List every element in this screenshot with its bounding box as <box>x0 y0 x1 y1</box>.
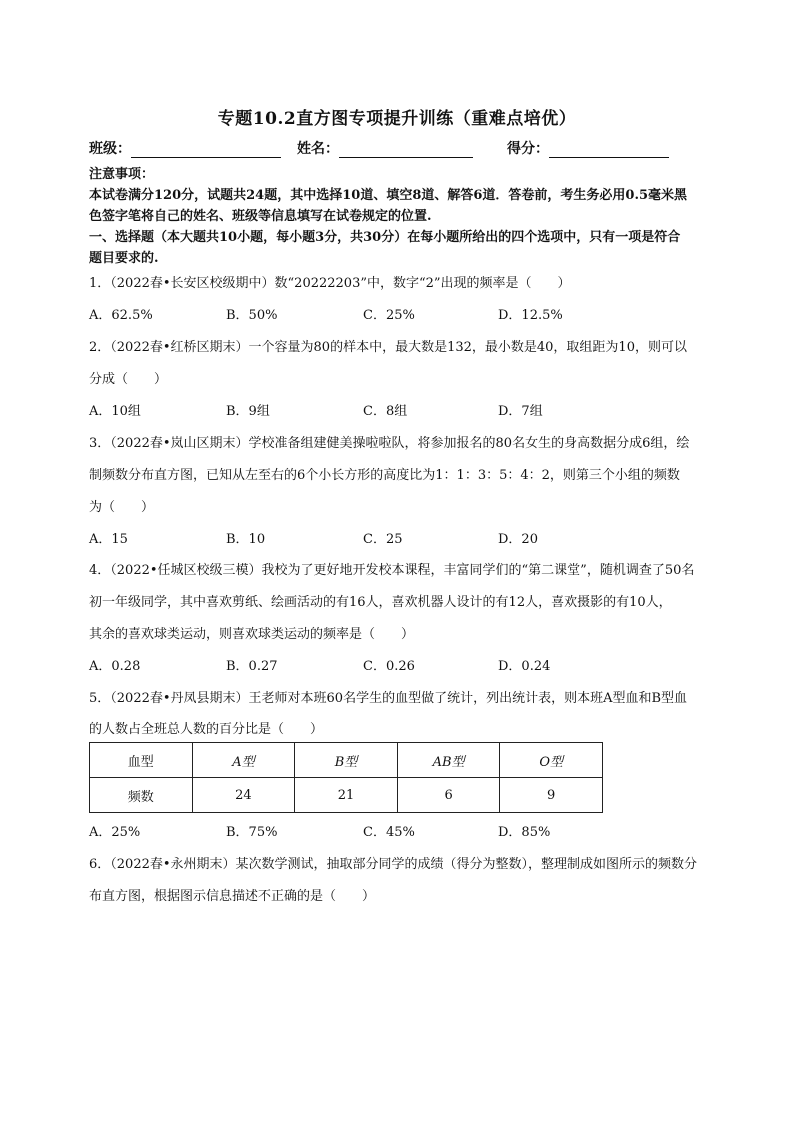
q4-option-c[interactable]: C．0.26 <box>363 659 415 674</box>
question-3-line-3: 为（ ） <box>89 500 155 515</box>
page-title: 专题10.2直方图专项提升训练（重难点培优） <box>217 109 577 129</box>
table-cell: 21 <box>295 778 398 813</box>
class-field[interactable] <box>89 138 281 158</box>
table-cell: 6 <box>397 778 500 813</box>
table-header-row <box>90 743 603 778</box>
q3-option-d[interactable]: D．20 <box>498 532 538 547</box>
q3-option-b[interactable]: B．10 <box>226 532 266 547</box>
notice-line-2: 色签字笔将自己的姓名、班级等信息填写在试卷规定的位置. <box>89 209 432 224</box>
q4-option-a[interactable]: A．0.28 <box>89 659 141 674</box>
question-2-line-1: 2．（2022春•红桥区期末）一个容量为80的样本中，最大数是132，最小数是40，取组距为10，则可以 <box>89 340 687 355</box>
q5-option-c[interactable]: C．45% <box>363 825 415 840</box>
question-5-line-1: 5．（2022春•丹凤县期末）王老师对本班60名学生的血型做了统计，列出统计表，则本班A型血和B型血 <box>89 691 688 706</box>
q3-option-a[interactable]: A．15 <box>89 532 128 547</box>
q2-option-c[interactable]: C．8组 <box>363 404 408 419</box>
q1-option-b[interactable]: B．50% <box>226 308 278 323</box>
table-cell: B型 <box>295 743 398 778</box>
q3-option-c[interactable]: C．25 <box>363 532 403 547</box>
q5-option-b[interactable]: B．75% <box>226 825 278 840</box>
q4-option-b[interactable]: B．0.27 <box>226 659 278 674</box>
question-3-line-1: 3．（2022春•岚山区期末）学校准备组建健美操啦啦队，将参加报名的80名女生的身高数据分成6组，绘 <box>89 436 690 451</box>
notice-line-1: 本试卷满分120分，试题共24题，其中选择10道、填空8道、解答6道．答卷前，考生务必用0.5毫米黑 <box>89 188 688 203</box>
question-1-line-1: 1．（2022春•长安区校级期中）数“20222203”中，数字“2”出现的频率是（ ） <box>89 276 571 291</box>
class-blank[interactable] <box>131 142 281 158</box>
question-6-line-1: 6．（2022春•永州期末）某次数学测试，抽取部分同学的成绩（得分为整数），整理制成如图所示的频数分 <box>89 857 698 872</box>
question-6-line-2: 布直方图，根据图示信息描述不正确的是（ ） <box>89 889 376 904</box>
score-label: 得分： <box>507 141 549 157</box>
question-4-line-2: 初一年级同学，其中喜欢剪纸、绘画活动的有16人，喜欢机器人设计的有12人，喜欢摄影的有10人， <box>89 595 672 610</box>
student-info-row <box>89 138 729 160</box>
q4-option-d[interactable]: D．0.24 <box>498 659 551 674</box>
table-cell: AB型 <box>397 743 500 778</box>
name-label: 姓名： <box>297 141 339 157</box>
question-4-line-1: 4．（2022•任城区校级三模）我校为了更好地开发校本课程，丰富同学们的“第二课堂”，随机调查了50名 <box>89 563 695 578</box>
section-heading-line-1: 一、选择题（本大题共10小题，每小题3分，共30分）在每小题所给出的四个选项中，只有一项是符合 <box>89 230 681 245</box>
table-cell: 9 <box>500 778 603 813</box>
question-3-line-2: 制频数分布直方图，已知从左至右的6个小长方形的高度比为1：1：3：5：4：2，则第三个小组的频数 <box>89 468 680 483</box>
section-heading-line-2: 题目要求的. <box>89 251 159 266</box>
table-cell: 24 <box>192 778 295 813</box>
question-4-line-3: 其余的喜欢球类运动，则喜欢球类运动的频率是（ ） <box>89 627 415 642</box>
q1-option-d[interactable]: D．12.5% <box>498 308 563 323</box>
score-blank[interactable] <box>549 142 669 158</box>
question-5-line-2: 的人数占全班总人数的百分比是（ ） <box>89 722 324 737</box>
notice-heading: 注意事项： <box>89 167 155 182</box>
blood-type-table <box>89 742 603 813</box>
q2-option-d[interactable]: D．7组 <box>498 404 543 419</box>
q5-option-d[interactable]: D．85% <box>498 825 551 840</box>
name-field[interactable] <box>297 138 473 158</box>
table-cell: 频数 <box>90 778 193 813</box>
question-2-line-2: 分成（ ） <box>89 372 168 387</box>
q1-option-a[interactable]: A．62.5% <box>89 308 153 323</box>
q5-option-a[interactable]: A．25% <box>89 825 141 840</box>
table-cell: 血型 <box>90 743 193 778</box>
q2-option-b[interactable]: B．9组 <box>226 404 270 419</box>
class-label: 班级： <box>89 141 131 157</box>
q1-option-c[interactable]: C．25% <box>363 308 415 323</box>
table-row <box>90 778 603 813</box>
q2-option-a[interactable]: A．10组 <box>89 404 141 419</box>
table-cell: A型 <box>192 743 295 778</box>
name-blank[interactable] <box>339 142 473 158</box>
score-field[interactable] <box>507 138 669 158</box>
table-cell: O型 <box>500 743 603 778</box>
